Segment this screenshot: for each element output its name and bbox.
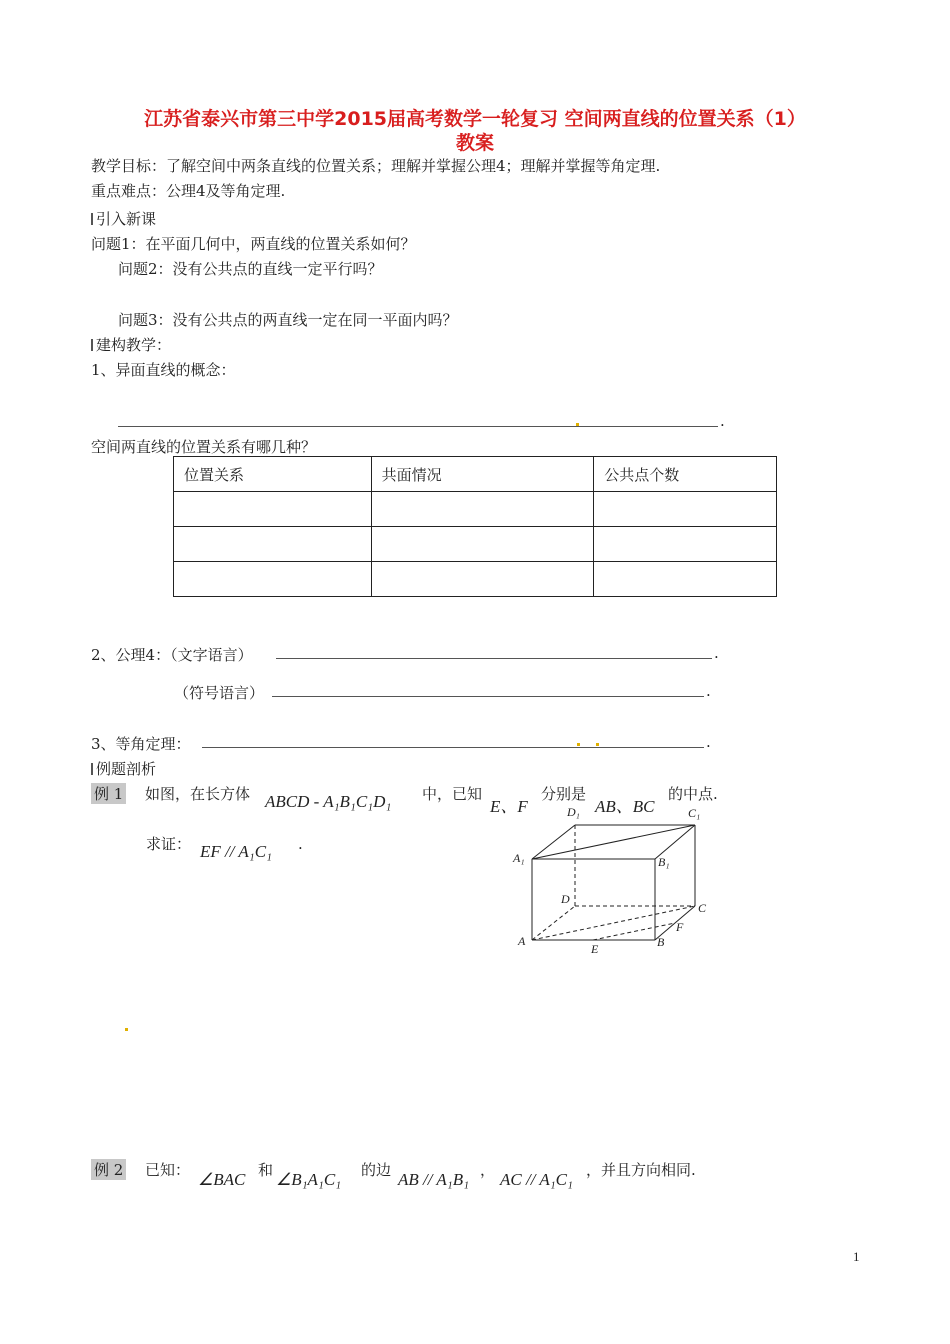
table-cell[interactable] xyxy=(594,527,777,562)
relation-table xyxy=(173,456,777,597)
example-1-prove-end: . xyxy=(298,835,303,853)
label-a1: A₁ xyxy=(513,851,525,865)
label-f: F xyxy=(676,920,684,934)
label-b1: B₁ xyxy=(658,855,670,869)
artifact-dot xyxy=(576,423,579,426)
artifact-dot xyxy=(577,743,580,746)
section-build-heading xyxy=(91,334,171,355)
label-d1: D₁ xyxy=(567,805,580,819)
blank-line-1[interactable] xyxy=(118,426,718,427)
blank-line-axiom4-symbol[interactable] xyxy=(272,696,704,697)
example-2-angle-bac: ∠BAC xyxy=(198,1170,246,1189)
example-1-math-ab-bc: AB、BC xyxy=(595,797,655,816)
section-marker-icon xyxy=(91,763,93,775)
question-1: 问题1：在平面几何中，两直线的位置关系如何？ xyxy=(91,235,416,253)
artifact-dot xyxy=(596,743,599,746)
example-1-text-b: 中，已知 xyxy=(422,785,483,803)
label-c1: C₁ xyxy=(688,806,701,820)
table-row xyxy=(174,562,777,597)
example-1-prove-statement: EF // A₁C₁ xyxy=(200,842,272,861)
section-intro-heading-text: 引入新课 xyxy=(96,210,157,228)
example-2-parallel-ab: AB // A₁B₁ xyxy=(398,1170,469,1189)
example-1-prove-label: 求证： xyxy=(146,835,192,853)
relation-question: 空间两直线的位置关系有哪几种？ xyxy=(91,438,317,456)
blank-line-equal-angle[interactable] xyxy=(202,747,704,748)
example-1-text-d: 的中点. xyxy=(668,785,718,803)
example-2-text-a: 已知： xyxy=(145,1161,191,1179)
example-1-math-ef: E、F xyxy=(490,797,528,816)
table-header-cell: 公共点个数 xyxy=(594,457,777,492)
example-2-text-c: 的边 xyxy=(361,1161,392,1179)
table-cell[interactable] xyxy=(594,492,777,527)
table-header-row xyxy=(174,457,777,492)
item-2-axiom4: 2、公理4：（文字语言） xyxy=(91,646,253,664)
table-cell[interactable] xyxy=(174,527,372,562)
blank-line-equal-angle-end: . xyxy=(706,733,711,751)
example-2-parallel-ac: AC // A₁C₁ xyxy=(500,1170,573,1189)
label-e: E xyxy=(591,942,599,956)
label-a: A xyxy=(518,934,526,948)
key-points: 重点难点：公理4及等角定理. xyxy=(91,182,286,200)
blank-line-axiom4-text[interactable] xyxy=(276,658,712,659)
edge-b1c1 xyxy=(655,825,695,859)
item-3-equal-angle: 3、等角定理： xyxy=(91,735,191,753)
question-3: 问题3：没有公共点的两直线一定在同一平面内吗？ xyxy=(118,311,458,329)
example-1-text-c: 分别是 xyxy=(541,785,587,803)
label-b: B xyxy=(657,935,665,949)
blank-line-1-end: . xyxy=(720,412,725,430)
example-2-text-d: ，并且方向相同. xyxy=(586,1161,696,1179)
item-1-skew-lines: 1、异面直线的概念： xyxy=(91,361,236,379)
example-2-text-b: 和 xyxy=(258,1161,274,1179)
label-c: C xyxy=(698,901,707,915)
example-1-math-box: ABCD - A₁B₁C₁D₁ xyxy=(265,792,392,811)
cuboid-figure xyxy=(505,800,725,960)
table-cell[interactable] xyxy=(371,527,594,562)
page-title-line2: 教案 xyxy=(455,132,494,154)
table-row xyxy=(174,492,777,527)
page-number: 1 xyxy=(853,1249,860,1264)
section-marker-icon xyxy=(91,339,93,351)
teaching-objective: 教学目标：了解空间中两条直线的位置关系；理解并掌握公理4；理解并掌握等角定理. xyxy=(91,157,661,175)
example-2-label: 例 2 xyxy=(91,1159,126,1180)
edge-a1d1 xyxy=(532,825,575,859)
table-header-cell: 共面情况 xyxy=(371,457,594,492)
section-intro-heading xyxy=(91,208,156,229)
hidden-diagonal-ac xyxy=(532,906,695,940)
section-build-heading-text: 建构教学： xyxy=(96,336,172,354)
table-cell[interactable] xyxy=(371,562,594,597)
table-cell[interactable] xyxy=(174,492,372,527)
blank-line-axiom4-symbol-end: . xyxy=(706,682,711,700)
section-examples-heading-text: 例题剖析 xyxy=(96,760,157,778)
artifact-dot xyxy=(125,1028,128,1031)
diagonal-a1c1 xyxy=(532,825,695,859)
example-2-angle-b1a1c1: ∠B₁A₁C₁ xyxy=(276,1170,342,1189)
label-d: D xyxy=(561,892,570,906)
question-2: 问题2：没有公共点的直线一定平行吗？ xyxy=(118,260,383,278)
example-1-text-a: 如图，在长方体 xyxy=(145,785,251,803)
table-cell[interactable] xyxy=(371,492,594,527)
section-examples-heading xyxy=(91,758,156,779)
table-row xyxy=(174,527,777,562)
example-2-separator: ， xyxy=(480,1161,496,1179)
item-2-symbol: （符号语言） xyxy=(174,684,265,702)
example-1-label: 例 1 xyxy=(91,783,126,804)
table-cell[interactable] xyxy=(174,562,372,597)
page-title: 江苏省泰兴市第三中学2015届高考数学一轮复习 空间两直线的位置关系（1） xyxy=(144,108,806,130)
table-cell[interactable] xyxy=(594,562,777,597)
table-header-cell: 位置关系 xyxy=(174,457,372,492)
section-marker-icon xyxy=(91,213,93,225)
hidden-edge-ad xyxy=(532,906,575,940)
blank-line-axiom4-text-end: . xyxy=(714,644,719,662)
